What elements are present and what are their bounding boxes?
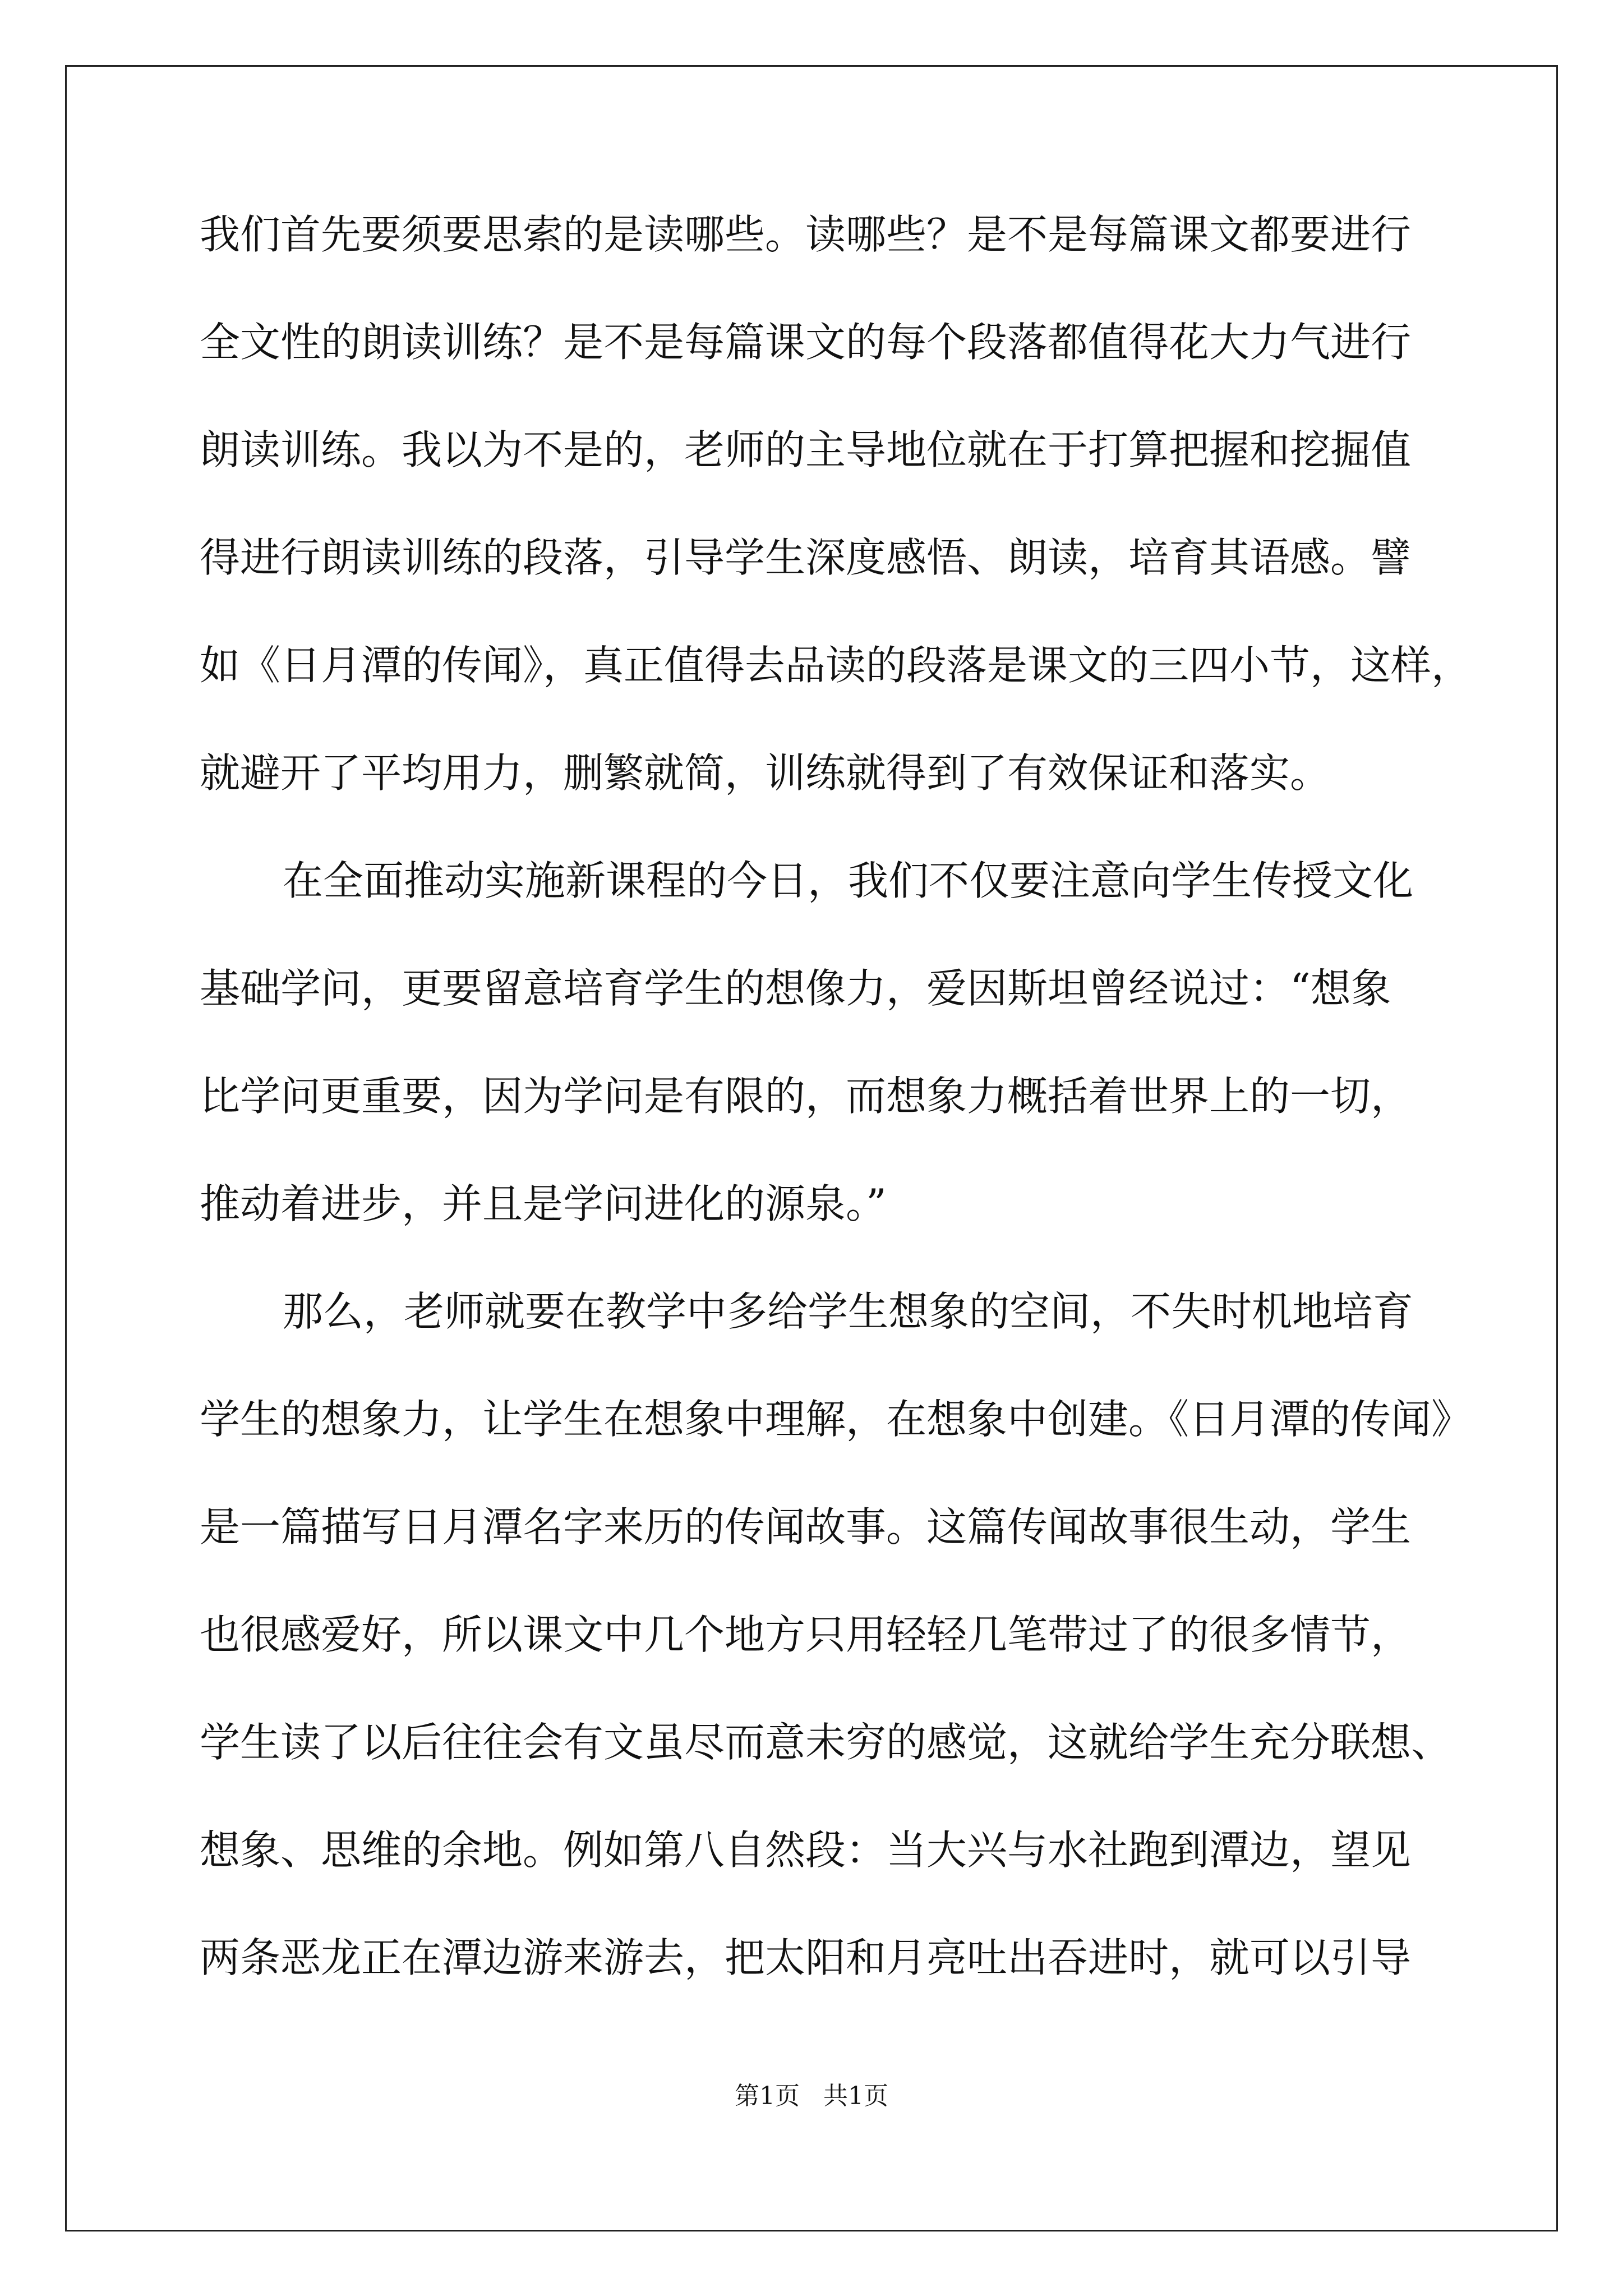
page-total: 共1页 [823,2082,888,2110]
text-line: 推动着进步，并且是学问进化的源泉。” [200,1180,887,1227]
page-number: 第1页 [735,2082,800,2110]
text-line: 比学问更重要，因为学问是有限的，而想象力概括着世界上的一切， [200,1073,1412,1120]
text-line: 想象、思维的余地。例如第八自然段：当大兴与水社跑到潭边，望见 [200,1826,1412,1874]
text-line: 学生的想象力，让学生在想象中理解，在想象中创建。《日月潭的传闻》 [200,1396,1472,1443]
text-line: 全文性的朗读训练？是不是每篇课文的每个段落都值得花大力气进行 [200,319,1412,366]
text-line: 如《日月潭的传闻》，真正值得去品读的段落是课文的三四小节，这样， [200,642,1472,689]
page-footer [0,2076,1623,2111]
text-line: 得进行朗读训练的段落，引导学生深度感悟、朗读，培育其语感。譬 [200,534,1412,581]
text-line: 就避开了平均用力，删繁就简，训练就得到了有效保证和落实。 [200,749,1331,797]
text-line: 学生读了以后往往会有文虽尽而意未穷的感觉，这就给学生充分联想、 [200,1719,1452,1766]
text-line: 两条恶龙正在潭边游来游去，把太阳和月亮吐出吞进时，就可以引导 [200,1934,1412,1981]
text-line: 在全面推动实施新课程的今日，我们不仅要注意向学生传授文化 [283,857,1414,904]
text-line: 我们首先要须要思索的是读哪些。读哪些？是不是每篇课文都要进行 [200,211,1412,258]
document-body [200,208,1472,2039]
text-line: 也很感爱好，所以课文中几个地方只用轻轻几笔带过了的很多情节， [200,1611,1412,1658]
paragraph-1 [200,208,1472,854]
paragraph-3 [200,1285,1472,2039]
paragraph-2 [200,854,1433,1285]
text-line: 是一篇描写日月潭名字来历的传闻故事。这篇传闻故事很生动，学生 [200,1503,1412,1550]
text-line: 那么，老师就要在教学中多给学生想象的空间，不失时机地培育 [283,1288,1414,1335]
text-line: 基础学问，更要留意培育学生的想像力，爱因斯坦曾经说过：“想象 [200,965,1391,1012]
text-line: 朗读训练。我以为不是的，老师的主导地位就在于打算把握和挖掘值 [200,426,1412,473]
